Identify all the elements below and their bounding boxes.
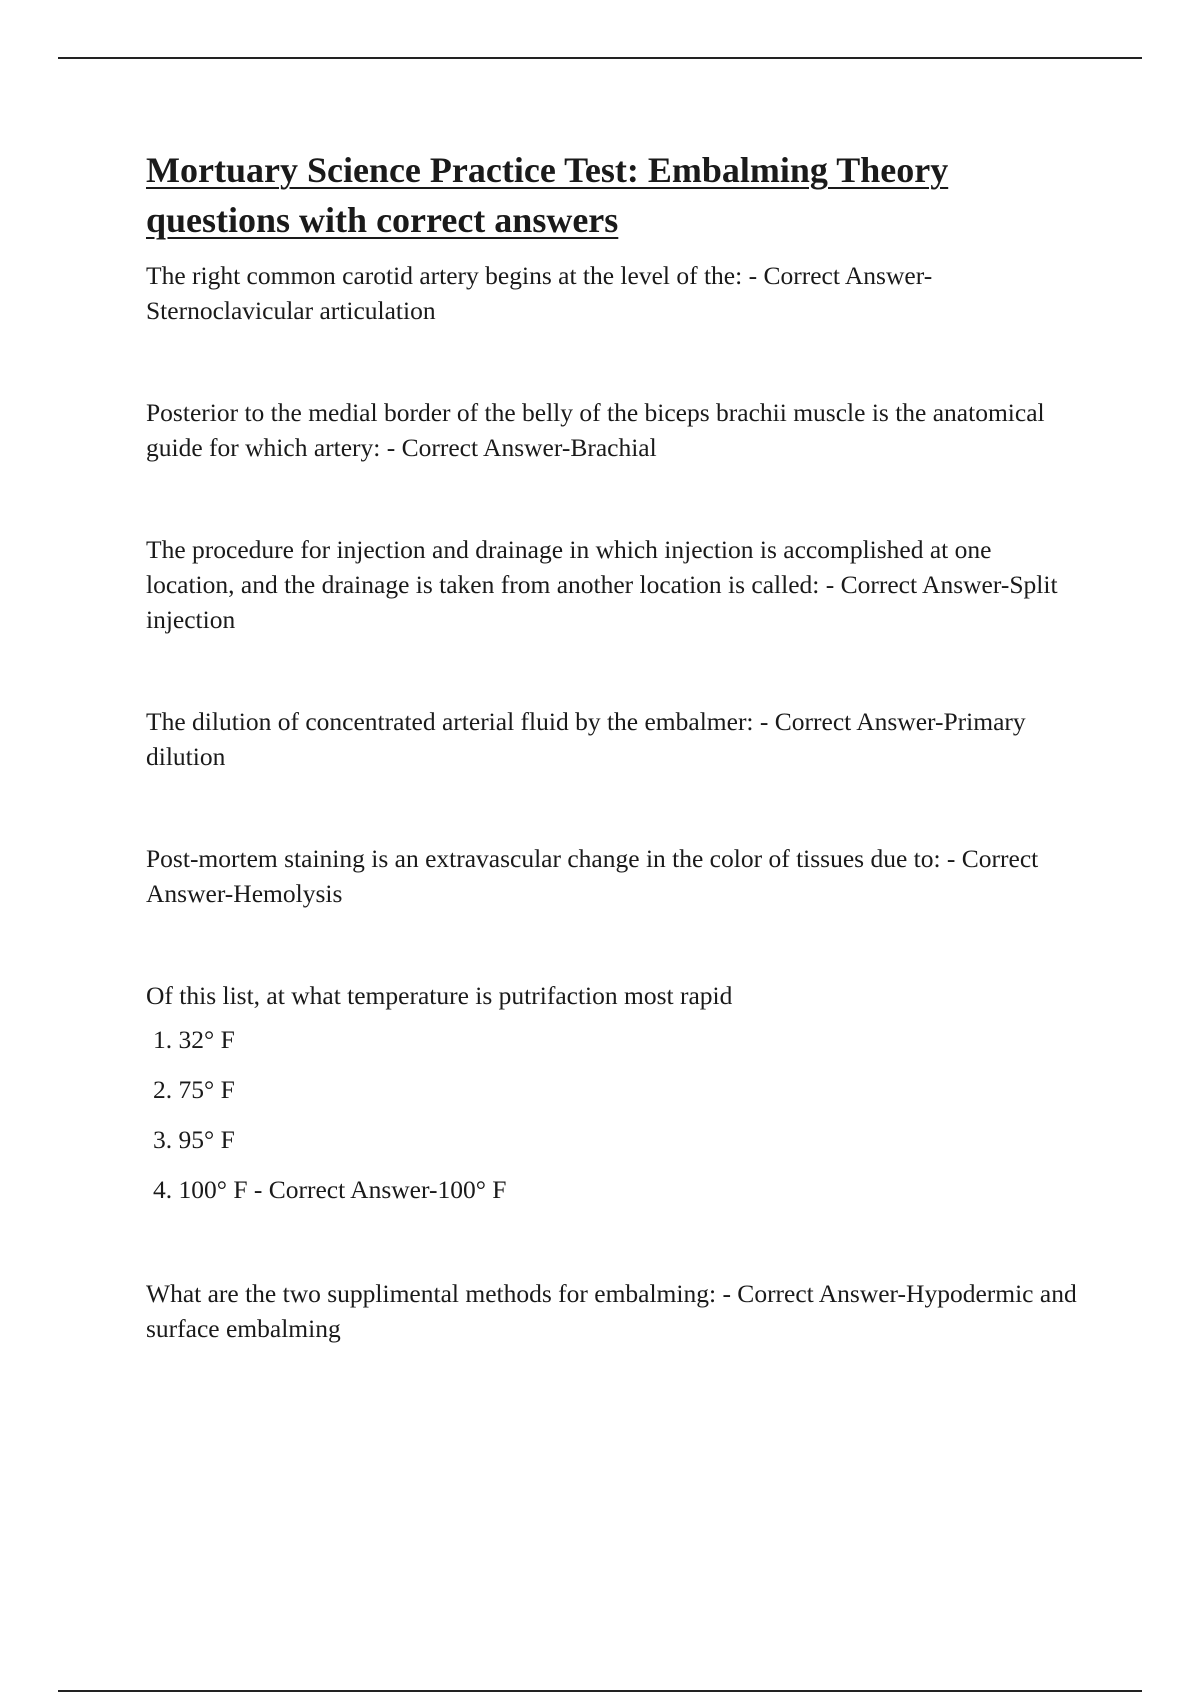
question-2: Posterior to the medial border of the belly of the biceps brachii muscle is the anatomical guide for which artery: - Correct Answer-Brachial xyxy=(146,398,1045,462)
top-rule xyxy=(58,57,1142,59)
document-title: Mortuary Science Practice Test: Embalming Theory questions with correct answers xyxy=(146,150,949,240)
option-item: 2. 75° F xyxy=(153,1075,235,1104)
question-4: The dilution of concentrated arterial fluid by the embalmer: - Correct Answer-Primary dilution xyxy=(146,707,1026,771)
question-3: The procedure for injection and drainage in which injection is accomplished at one location, and the drainage is taken from another location is called: - Correct Answer-Split injection xyxy=(146,535,1058,634)
option-item: 4. 100° F - Correct Answer-100° F xyxy=(153,1175,507,1204)
document-body xyxy=(146,145,1086,1346)
question-6-prompt: Of this list, at what temperature is putrifaction most rapid xyxy=(146,981,733,1010)
question-1: The right common carotid artery begins at the level of the: - Correct Answer-Sternoclavicular articulation xyxy=(146,261,933,325)
question-5: Post-mortem staining is an extravascular change in the color of tissues due to: - Correct Answer-Hemolysis xyxy=(146,844,1039,908)
question-6-options xyxy=(146,1022,1086,1208)
option-item: 3. 95° F xyxy=(153,1125,235,1154)
option-item: 1. 32° F xyxy=(153,1025,235,1054)
bottom-rule xyxy=(58,1690,1142,1692)
question-7: What are the two supplimental methods for embalming: - Correct Answer-Hypodermic and surface embalming xyxy=(146,1279,1077,1343)
